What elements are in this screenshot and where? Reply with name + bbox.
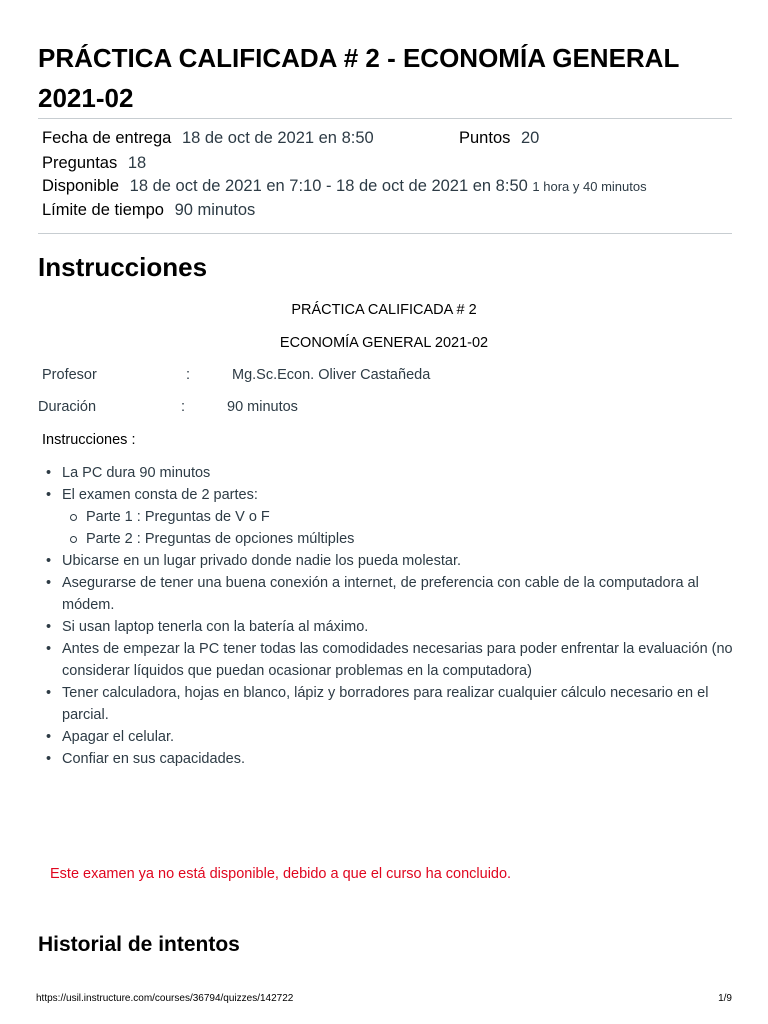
list-item: • Tener calculadora, hojas en blanco, lápiz y borradores para realizar cualquier cálculo necesario en el parcial. (62, 682, 742, 726)
print-page-count: 1/9 (718, 993, 732, 1004)
list-item (62, 484, 742, 550)
duration-separator: : (181, 399, 186, 415)
list-item: • Confiar en sus capacidades. (62, 748, 742, 770)
attempt-history-heading: Historial de intentos (38, 933, 240, 956)
duration-label: Duración (38, 399, 97, 415)
list-item: • Si usan laptop tenerla con la batería al máximo. (62, 616, 742, 638)
list-item: • Antes de empezar la PC tener todas las comodidades necesarias para poder enfrentar la evaluación (no considerar líquidos que puedan ocasionar problemas en la computadora) (62, 638, 742, 682)
instructions-title-line: PRÁCTICA CALIFICADA # 2 (291, 302, 477, 318)
time-limit-value: 90 minutos (174, 201, 256, 219)
available-value: 18 de oct de 2021 en 7:10 - 18 de oct de 2021 en 8:50 (129, 177, 528, 195)
list-item: • Asegurarse de tener una buena conexión a internet, de preferencia con cable de la computadora al módem. (62, 572, 742, 616)
list-item: • La PC dura 90 minutos (62, 462, 742, 484)
list-item: • Ubicarse en un lugar privado donde nadie los pueda molestar. (62, 550, 742, 572)
points-value: 20 (520, 129, 540, 147)
due-date-value: 18 de oct de 2021 en 8:50 (181, 129, 374, 147)
questions-label: Preguntas (42, 154, 118, 172)
time-limit-field (42, 201, 255, 220)
available-duration: 1 hora y 40 minutos (532, 179, 647, 194)
points-label: Puntos (459, 129, 511, 147)
header-divider-bottom (38, 233, 732, 234)
quiz-title: PRÁCTICA CALIFICADA # 2 - ECONOMÍA GENERAL 2021-02 (38, 43, 679, 113)
list-item-text: El examen consta de 2 partes: (62, 487, 258, 503)
questions-field (42, 154, 146, 173)
professor-separator: : (186, 367, 191, 383)
instructions-list-label (42, 432, 136, 448)
time-limit-label: Límite de tiempo (42, 201, 164, 219)
due-date-label: Fecha de entrega (42, 129, 172, 147)
available-field (42, 177, 647, 196)
instructions-list-label-suffix: : (127, 432, 136, 448)
points-field (459, 129, 539, 148)
questions-value: 18 (127, 154, 147, 172)
sub-list (86, 506, 742, 550)
print-url: https://usil.instructure.com/courses/36794/quizzes/142722 (36, 993, 294, 1004)
sub-list-item: Parte 1 : Preguntas de V o F (86, 506, 742, 528)
header-divider-top (38, 118, 732, 119)
instructions-list-label-text: Instrucciones (42, 432, 128, 448)
professor-label: Profesor (42, 367, 97, 383)
instructions-course-line: ECONOMÍA GENERAL 2021-02 (279, 335, 489, 351)
list-item: • Apagar el celular. (62, 726, 742, 748)
duration-value: 90 minutos (227, 399, 298, 415)
sub-list-item: Parte 2 : Preguntas de opciones múltiples (86, 528, 742, 550)
available-label: Disponible (42, 177, 120, 195)
instructions-list (62, 462, 742, 770)
professor-value: Mg.Sc.Econ. Oliver Castañeda (232, 367, 431, 383)
instructions-heading: Instrucciones (38, 252, 208, 282)
unavailable-notice: Este examen ya no está disponible, debido a que el curso ha concluido. (50, 866, 512, 882)
due-date-field (42, 129, 374, 148)
